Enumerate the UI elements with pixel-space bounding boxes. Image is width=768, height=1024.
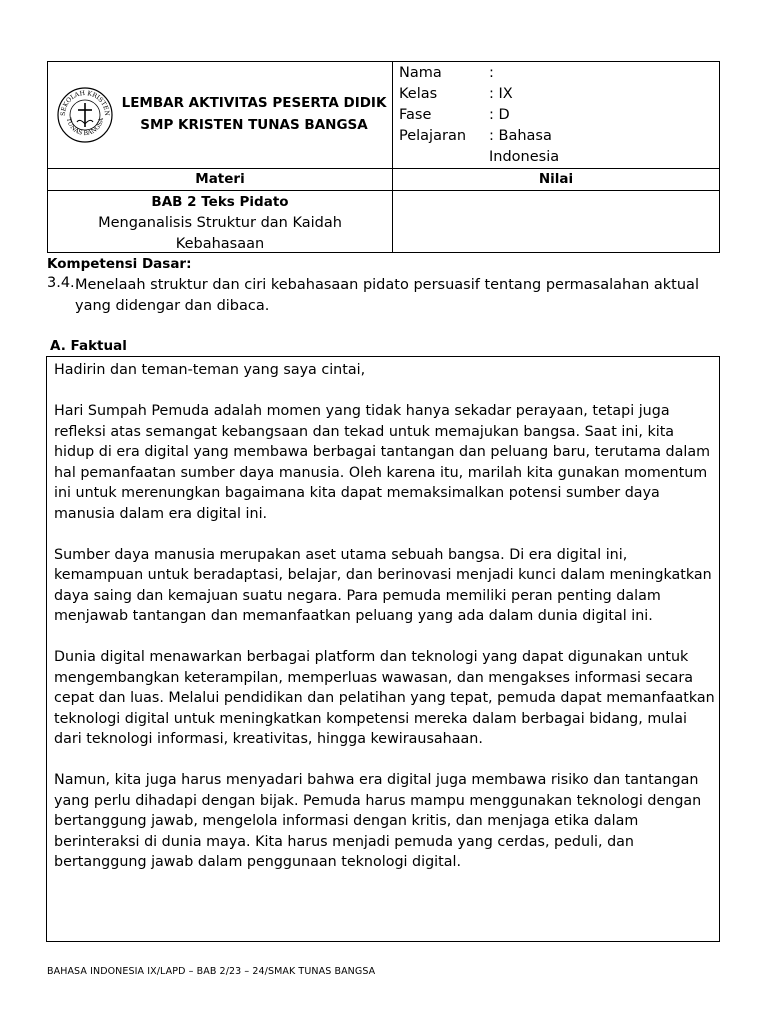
materi-title: BAB 2 Teks Pidato (151, 194, 289, 210)
speech-text-box (46, 356, 720, 942)
info-row-fase: Fase : D (399, 107, 510, 123)
materi-cell (48, 192, 392, 255)
kompetensi-text: Menelaah struktur dan ciri kebahasaan pidato persuasif tentang permasalahan aktual yang didengar dan dibaca. (75, 277, 699, 314)
paragraph: Sumber daya manusia merupakan aset utama sebuah bangsa. Di era digital ini, kemampuan untuk beradaptasi, belajar, dan berinovasi menjadi kunci dalam meningkatkan daya saing dan kemajuan suatu negara. Para pemuda memiliki peran penting dalam menjawab tantangan dan memanfaatkan peluang yang ada dalam dunia digital ini. (54, 546, 712, 624)
section-a-title: A. Faktual (50, 338, 127, 354)
info-row-pelajaran: Pelajaran : Bahasa (399, 128, 552, 144)
materi-line: Kebahasaan (175, 236, 265, 252)
paragraph: Dunia digital menawarkan berbagai platform dan teknologi yang dapat digunakan untuk mengembangkan keterampilan, memperluas wawasan, dan mengakses informasi secara cepat dan luas. Melalui pendidikan dan pelatihan yang tepat, pemuda dapat memanfaatkan teknologi digital untuk meningkatkan kompetensi mereka dalam berbagai bidang, mulai dari teknologi informasi, kreativitas, hingga kewirausahaan. (54, 649, 715, 747)
page-footer: BAHASA INDONESIA IX/LAPD – BAB 2/23 – 24/SMAK TUNAS BANGSA (47, 966, 376, 977)
column-header-nilai: Nilai (538, 171, 574, 187)
column-header-materi: Materi (195, 171, 245, 187)
info-row-pelajaran-cont: Indonesia (489, 149, 560, 165)
kompetensi-title: Kompetensi Dasar: (47, 256, 192, 272)
paragraph: Hadirin dan teman-teman yang saya cintai, (54, 362, 366, 378)
kompetensi-number: 3.4. (47, 275, 75, 291)
column-divider (392, 62, 393, 252)
header-table (47, 61, 720, 253)
materi-line: Menganalisis Struktur dan Kaidah (98, 215, 342, 231)
paragraph: Hari Sumpah Pemuda adalah momen yang tidak hanya sekadar perayaan, tetapi juga refleksi atas semangat kebangsaan dan tekad untuk memajukan bangsa. Saat ini, kita hidup di era digital yang membawa berbagai tantangan dan peluang baru, terutama dalam hal pemanfaatan sumber daya manusia. Oleh karena itu, marilah kita gunakan momentum ini untuk merenungkan bagaimana kita dapat memaksimalkan potensi sumber daya manusia dalam era digital ini. (54, 403, 711, 522)
info-row-nama: Nama : (399, 65, 494, 81)
school-logo (56, 86, 114, 144)
paragraph: Namun, kita juga harus menyadari bahwa era digital juga membawa risiko dan tantangan yang perlu dihadapi dengan bijak. Pemuda harus mampu menggunakan teknologi dengan bertanggung jawab, mengelola informasi dengan kritis, dan menjaga etika dalam berinteraksi di dunia maya. Kita harus menjadi pemuda yang cerdas, peduli, dan bertanggung jawab dalam penggunaan teknologi digital. (54, 772, 702, 870)
svg-text:TUNAS BANGSA: TUNAS BANGSA (64, 117, 106, 138)
info-row-kelas: Kelas : IX (399, 86, 513, 102)
row-divider (48, 190, 719, 191)
student-info (399, 63, 689, 168)
document-title: LEMBAR AKTIVITAS PESERTA DIDIK SMP KRISTEN TUNAS BANGSA (121, 95, 387, 133)
svg-text:SEKOLAH KRISTEN: SEKOLAH KRISTEN (59, 89, 111, 117)
